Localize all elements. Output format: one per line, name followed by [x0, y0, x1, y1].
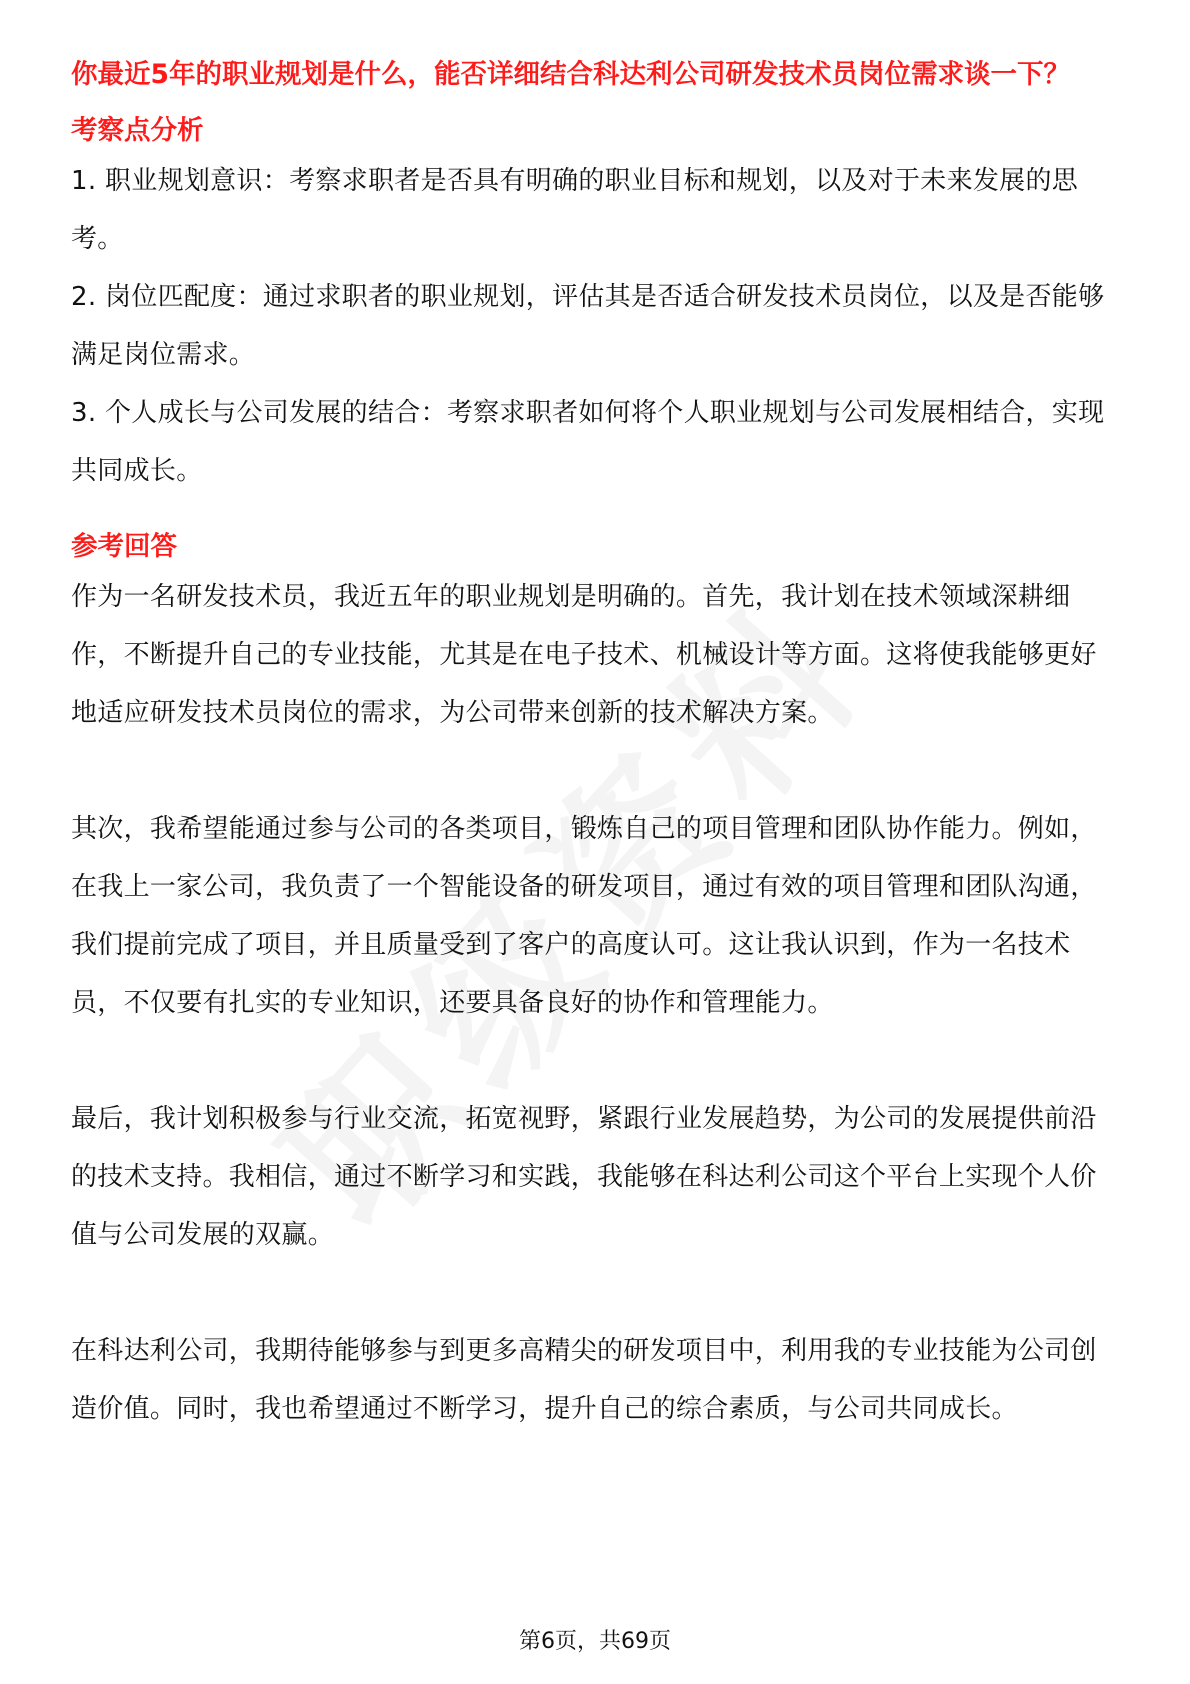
analysis-item: 2. 岗位匹配度：通过求职者的职业规划，评估其是否适合研发技术员岗位，以及是否能够满足岗位需求。: [71, 282, 1105, 370]
answer-paragraph: 作为一名研发技术员，我近五年的职业规划是明确的。首先，我计划在技术领域深耕细作，不断提升自己的专业技能，尤其是在电子技术、机械设计等方面。这将使我能够更好地适应研发技术员岗位的需求，为公司带来创新的技术解决方案。: [71, 582, 1097, 728]
answer-paragraph: 最后，我计划积极参与行业交流，拓宽视野，紧跟行业发展趋势，为公司的发展提供前沿的技术支持。我相信，通过不断学习和实践，我能够在科达利公司这个平台上实现个人价值与公司发展的双赢。: [71, 1104, 1097, 1250]
question-title: 你最近5年的职业规划是什么，能否详细结合科达利公司研发技术员岗位需求谈一下？: [71, 59, 1070, 90]
analysis-item: 3. 个人成长与公司发展的结合：考察求职者如何将个人职业规划与公司发展相结合，实现共同成长。: [71, 398, 1105, 486]
analysis-list: [71, 152, 1121, 500]
page-number: 第6页，共69页: [519, 1629, 671, 1654]
analysis-heading: 考察点分析: [71, 115, 204, 146]
answer-heading: 参考回答: [71, 531, 177, 562]
page-content: [71, 56, 1121, 1438]
answer-body: [71, 568, 1121, 1438]
analysis-item: 1. 职业规划意识：考察求职者是否具有明确的职业目标和规划，以及对于未来发展的思考。: [71, 166, 1079, 254]
answer-paragraph: 在科达利公司，我期待能够参与到更多高精尖的研发项目中，利用我的专业技能为公司创造价值。同时，我也希望通过不断学习，提升自己的综合素质，与公司共同成长。: [71, 1336, 1097, 1424]
answer-paragraph: 其次，我希望能通过参与公司的各类项目，锻炼自己的项目管理和团队协作能力。例如，在我上一家公司，我负责了一个智能设备的研发项目，通过有效的项目管理和团队沟通，我们提前完成了项目，并且质量受到了客户的高度认可。这让我认识到，作为一名技术员，不仅要有扎实的专业知识，还要具备良好的协作和管理能力。: [71, 814, 1097, 1018]
